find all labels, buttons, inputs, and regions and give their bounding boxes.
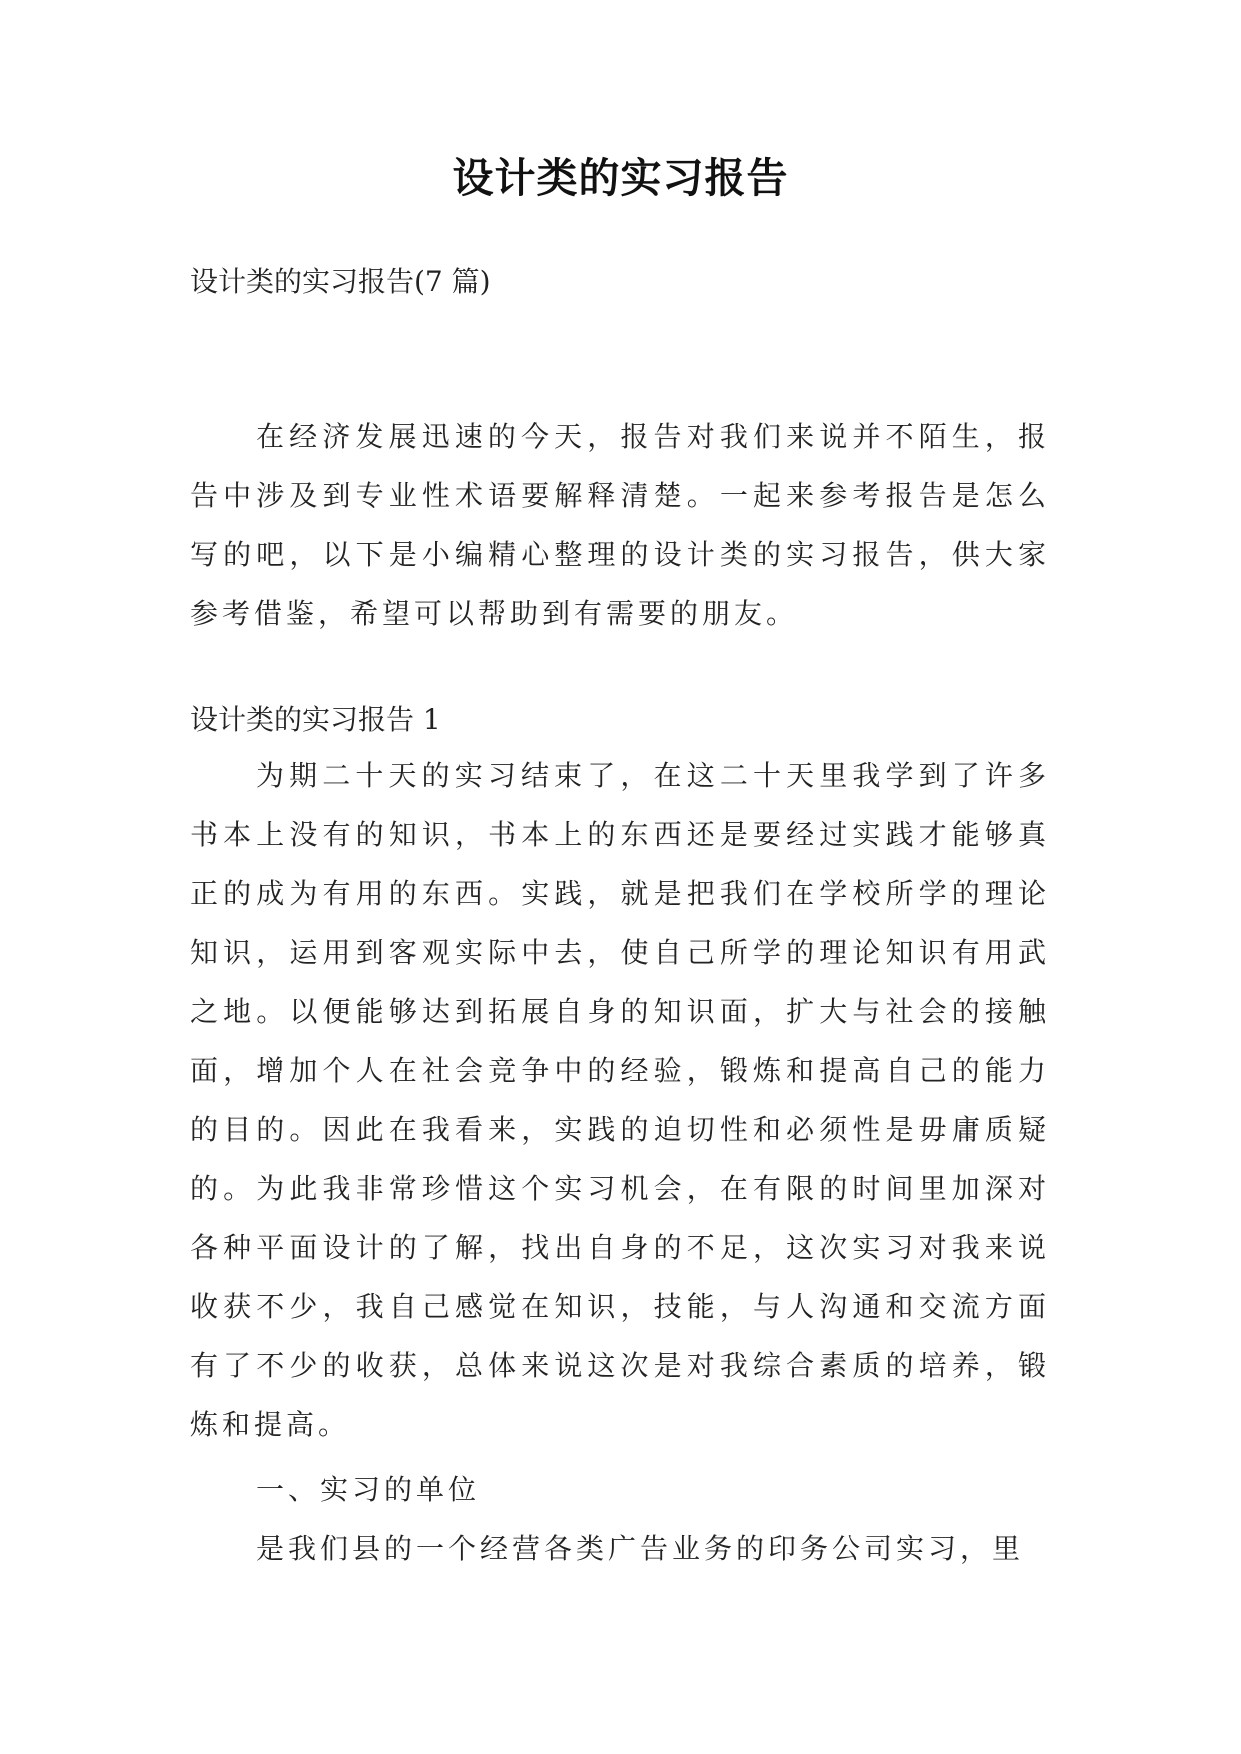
subsection-heading: 一、实习的单位 bbox=[256, 1473, 481, 1506]
intro-paragraph: 在经济发展迅速的今天，报告对我们来说并不陌生，报告中涉及到专业性术语要解释清楚。一起来参考报告是怎么写的吧，以下是小编精心整理的设计类的实习报告，供大家参考借鉴，希望可以帮助到有需要的朋友。 bbox=[190, 420, 1050, 630]
section-heading: 设计类的实习报告 1 bbox=[190, 703, 441, 736]
body-paragraph: 为期二十天的实习结束了，在这二十天里我学到了许多书本上没有的知识，书本上的东西还是要经过实践才能够真正的成为有用的东西。实践，就是把我们在学校所学的理论知识，运用到客观实际中去，使自己所学的理论知识有用武之地。以便能够达到拓展自身的知识面，扩大与社会的接触面，增加个人在社会竞争中的经验，锻炼和提高自己的能力的目的。因此在我看来，实践的迫切性和必须性是毋庸质疑的。为此我非常珍惜这个实习机会，在有限的时间里加深对各种平面设计的了解，找出自身的不足，这次实习对我来说收获不少，我自己感觉在知识，技能，与人沟通和交流方面有了不少的收获，总体来说这次是对我综合素质的培养，锻炼和提高。 bbox=[190, 759, 1050, 1441]
body-paragraph-continued: 是我们县的一个经营各类广告业务的印务公司实习，里 bbox=[256, 1532, 1025, 1565]
document-title: 设计类的实习报告 bbox=[452, 154, 789, 202]
document-subtitle: 设计类的实习报告(7 篇) bbox=[190, 265, 491, 298]
